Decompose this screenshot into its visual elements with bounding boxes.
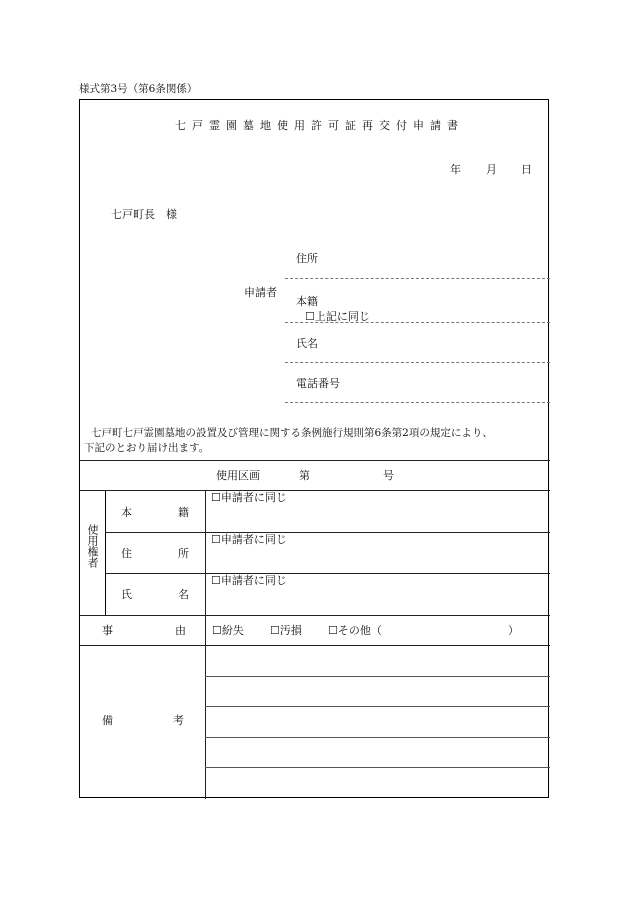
divider-holder-top [80, 490, 550, 491]
holder-name-same-checkbox[interactable]: ☐申請者に同じ [211, 574, 287, 587]
reason-lost-checkbox[interactable]: ☐紛失 [212, 624, 244, 637]
applicant-name-label: 氏名 [296, 337, 318, 350]
date-day-label: 日 [521, 163, 532, 176]
holder-domicile-label-a: 本 [121, 506, 132, 519]
divider-plot-top [80, 460, 550, 461]
applicant-domicile-line[interactable] [285, 322, 550, 323]
form-title: 七戸霊園墓地使用許可証再交付申請書 [175, 119, 464, 132]
reason-other-checkbox[interactable]: ☐その他（ [328, 624, 382, 637]
applicant-name-line[interactable] [285, 362, 550, 363]
reason-label-b: 由 [175, 624, 186, 637]
statement-line-1: 七戸町七戸霊園墓地の設置及び管理に関する条例施行規則第6条第2項の規定により、 [91, 427, 493, 439]
holder-row-divider-1 [105, 532, 550, 533]
reason-label-a: 事 [102, 624, 113, 637]
reason-other-close-paren: ） [508, 624, 519, 637]
application-form-frame [79, 99, 549, 798]
remarks-line-4[interactable] [205, 767, 550, 768]
reason-damaged-checkbox[interactable]: ☐汚損 [270, 624, 302, 637]
date-year-label: 年 [450, 163, 461, 176]
divider-remarks-top [80, 645, 550, 646]
same-as-above-checkbox[interactable]: ☐上記に同じ [305, 310, 370, 323]
addressee: 七戸町長 様 [111, 208, 177, 221]
holder-domicile-label-b: 籍 [178, 506, 189, 519]
holder-name-label-a: 氏 [121, 588, 132, 601]
form-number-label: 様式第3号（第6条関係） [79, 83, 198, 95]
applicant-address-label: 住所 [296, 252, 318, 265]
remarks-line-3[interactable] [205, 737, 550, 738]
holder-label: 使用権者 [86, 524, 99, 568]
holder-address-label-a: 住 [121, 547, 132, 560]
holder-address-label-b: 所 [178, 547, 189, 560]
applicant-label: 申請者 [244, 286, 277, 299]
remarks-line-2[interactable] [205, 706, 550, 707]
applicant-phone-label: 電話番号 [296, 377, 340, 390]
applicant-domicile-label: 本籍 [296, 295, 318, 308]
statement-line-2: 下記のとおり届け出ます。 [84, 442, 210, 454]
divider-reason-top [80, 615, 550, 616]
remarks-line-1[interactable] [205, 676, 550, 677]
holder-row-divider-2 [105, 573, 550, 574]
holder-domicile-same-checkbox[interactable]: ☐申請者に同じ [211, 491, 287, 504]
applicant-phone-line[interactable] [285, 402, 550, 403]
plot-dai: 第 [299, 469, 310, 482]
remarks-label-b: 考 [173, 714, 184, 727]
date-month-label: 月 [486, 163, 497, 176]
applicant-address-line[interactable] [285, 278, 550, 279]
remarks-label-a: 備 [102, 714, 113, 727]
holder-name-label-b: 名 [178, 588, 189, 601]
plot-go: 号 [383, 469, 394, 482]
holder-label-column-border [105, 490, 106, 615]
holder-address-same-checkbox[interactable]: ☐申請者に同じ [211, 533, 287, 546]
plot-label: 使用区画 [216, 469, 260, 482]
